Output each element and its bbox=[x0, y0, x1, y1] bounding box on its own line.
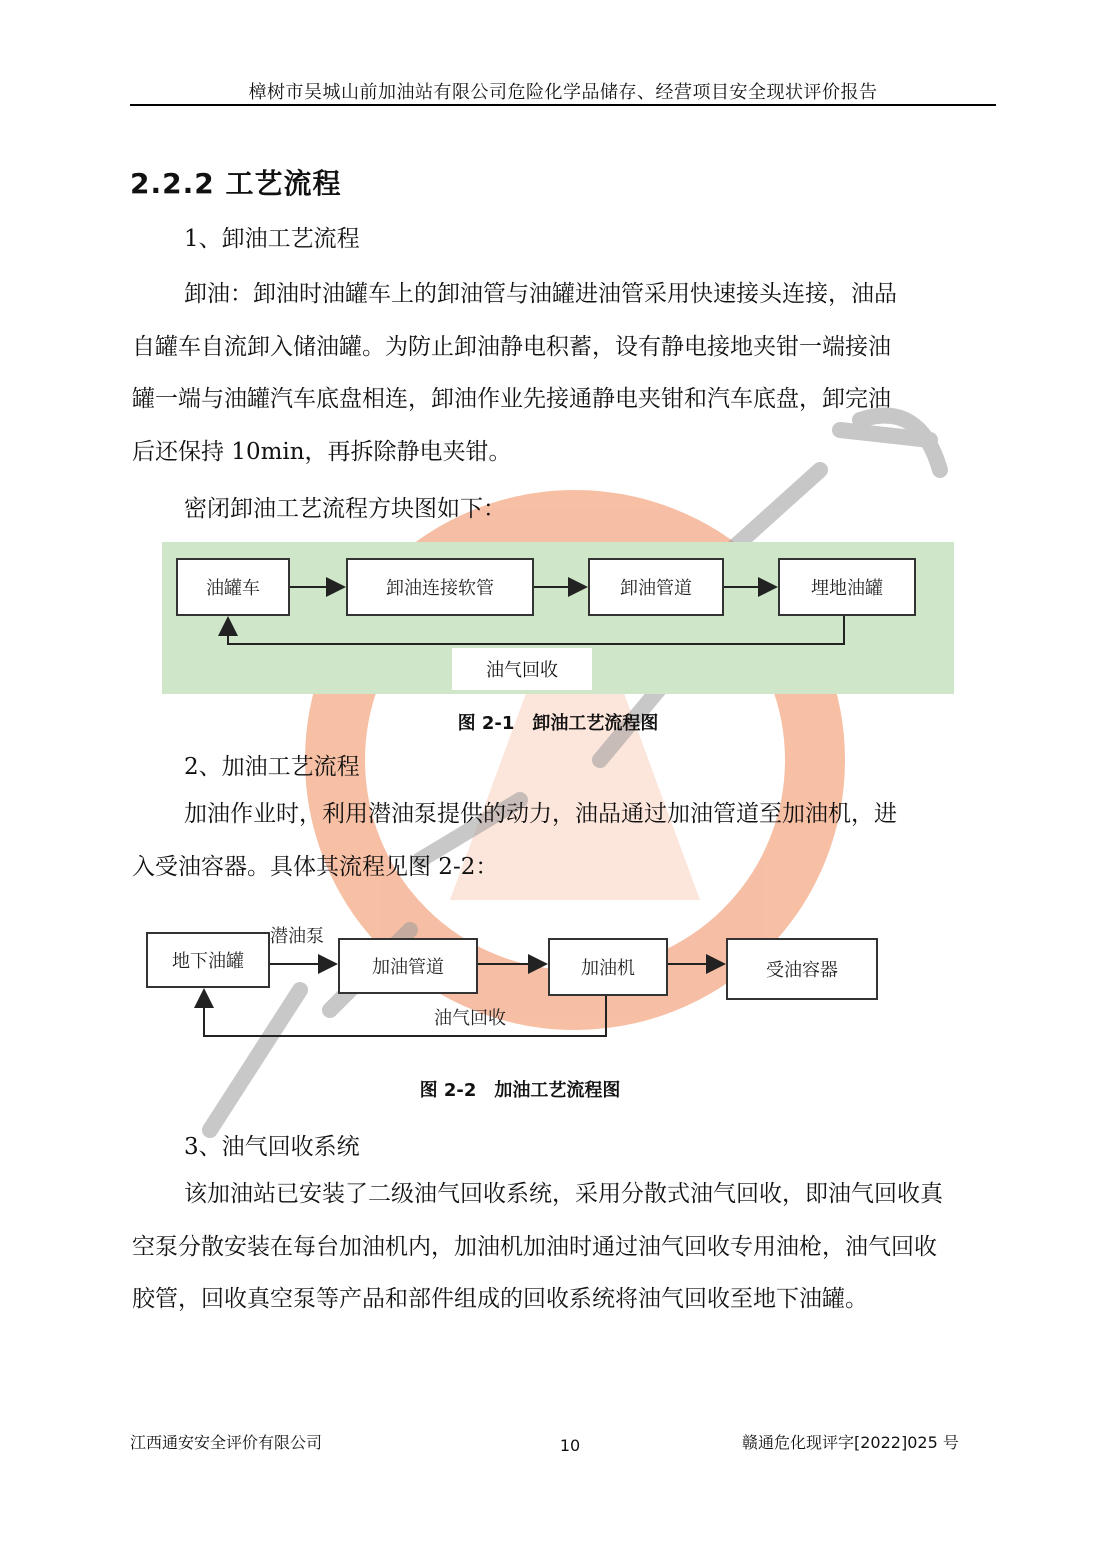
paragraph-line: 自罐车自流卸入储油罐。为防止卸油静电积蓄，设有静电接地夹钳一端接油 bbox=[132, 333, 891, 360]
flow-label-vapor-recovery: 油气回收 bbox=[452, 648, 592, 690]
paragraph-line: 加油作业时，利用潜油泵提供的动力，油品通过加油管道至加油机，进 bbox=[184, 801, 897, 827]
paragraph-line: 该加油站已安装了二级油气回收系统，采用分散式油气回收，即油气回收真 bbox=[184, 1181, 943, 1207]
footer-doc-number: 赣通危化现评字[2022]025 号 bbox=[742, 1433, 959, 1452]
paragraph-line: 胶管，回收真空泵等产品和部件组成的回收系统将油气回收至地下油罐。 bbox=[132, 1286, 868, 1312]
paragraph-line: 卸油：卸油时油罐车上的卸油管与油罐进油管采用快速接头连接，油品 bbox=[184, 281, 897, 307]
footer-page-number: 10 bbox=[559, 1436, 581, 1455]
flow-label-submersible-pump: 潜油泵 bbox=[270, 926, 324, 947]
subheading-refueling: 2、加油工艺流程 bbox=[184, 754, 360, 780]
flow-box-refuel-pipe: 加油管道 bbox=[338, 938, 478, 994]
paragraph-unloading bbox=[132, 268, 992, 478]
subheading-vapor-recovery: 3、油气回收系统 bbox=[184, 1134, 360, 1160]
flow-label-vapor-recovery: 油气回收 bbox=[434, 1008, 506, 1029]
flow-box-unloading-hose: 卸油连接软管 bbox=[346, 558, 534, 616]
flow-box-unloading-pipe: 卸油管道 bbox=[588, 558, 724, 616]
subheading-unloading: 1、卸油工艺流程 bbox=[184, 226, 360, 252]
flow-arrows bbox=[162, 542, 954, 694]
flow-box-buried-tank: 埋地油罐 bbox=[778, 558, 916, 616]
paragraph-line: 罐一端与油罐汽车底盘相连，卸油作业先接通静电夹钳和汽车底盘，卸完油 bbox=[132, 386, 891, 412]
footer-company: 江西通安安全评价有限公司 bbox=[130, 1433, 323, 1452]
paragraph-line: 空泵分散安装在每台加油机内，加油机加油时通过油气回收专用油枪，油气回收 bbox=[132, 1233, 937, 1260]
flow-box-dispenser: 加油机 bbox=[548, 938, 668, 996]
figure-unloading-diagram bbox=[162, 542, 954, 694]
paragraph-line: 后还保持 10min，再拆除静电夹钳。 bbox=[132, 438, 512, 465]
paragraph-diagram-intro: 密闭卸油工艺流程方块图如下： bbox=[184, 496, 506, 522]
flow-box-underground-tank: 地下油罐 bbox=[146, 932, 270, 988]
page-header-title: 樟树市吴城山前加油站有限公司危险化学品储存、经营项目安全现状评价报告 bbox=[248, 82, 878, 103]
paragraph-vapor-recovery bbox=[132, 1168, 1042, 1326]
flow-arrows bbox=[140, 912, 900, 1062]
flow-box-receiving-container: 受油容器 bbox=[726, 938, 878, 1000]
paragraph-refueling bbox=[132, 788, 992, 893]
section-heading: 2.2.2 工艺流程 bbox=[130, 167, 342, 200]
paragraph-line: 入受油容器。具体其流程见图 2-2： bbox=[132, 853, 499, 880]
figure-caption-2: 图 2-2 加油工艺流程图 bbox=[419, 1080, 621, 1101]
figure-refueling-diagram bbox=[140, 912, 900, 1062]
return-arrow bbox=[228, 616, 844, 644]
flow-box-tanker: 油罐车 bbox=[176, 558, 290, 616]
return-arrow bbox=[204, 990, 606, 1036]
header-divider bbox=[130, 104, 996, 106]
figure-caption-1: 图 2-1 卸油工艺流程图 bbox=[457, 713, 659, 734]
